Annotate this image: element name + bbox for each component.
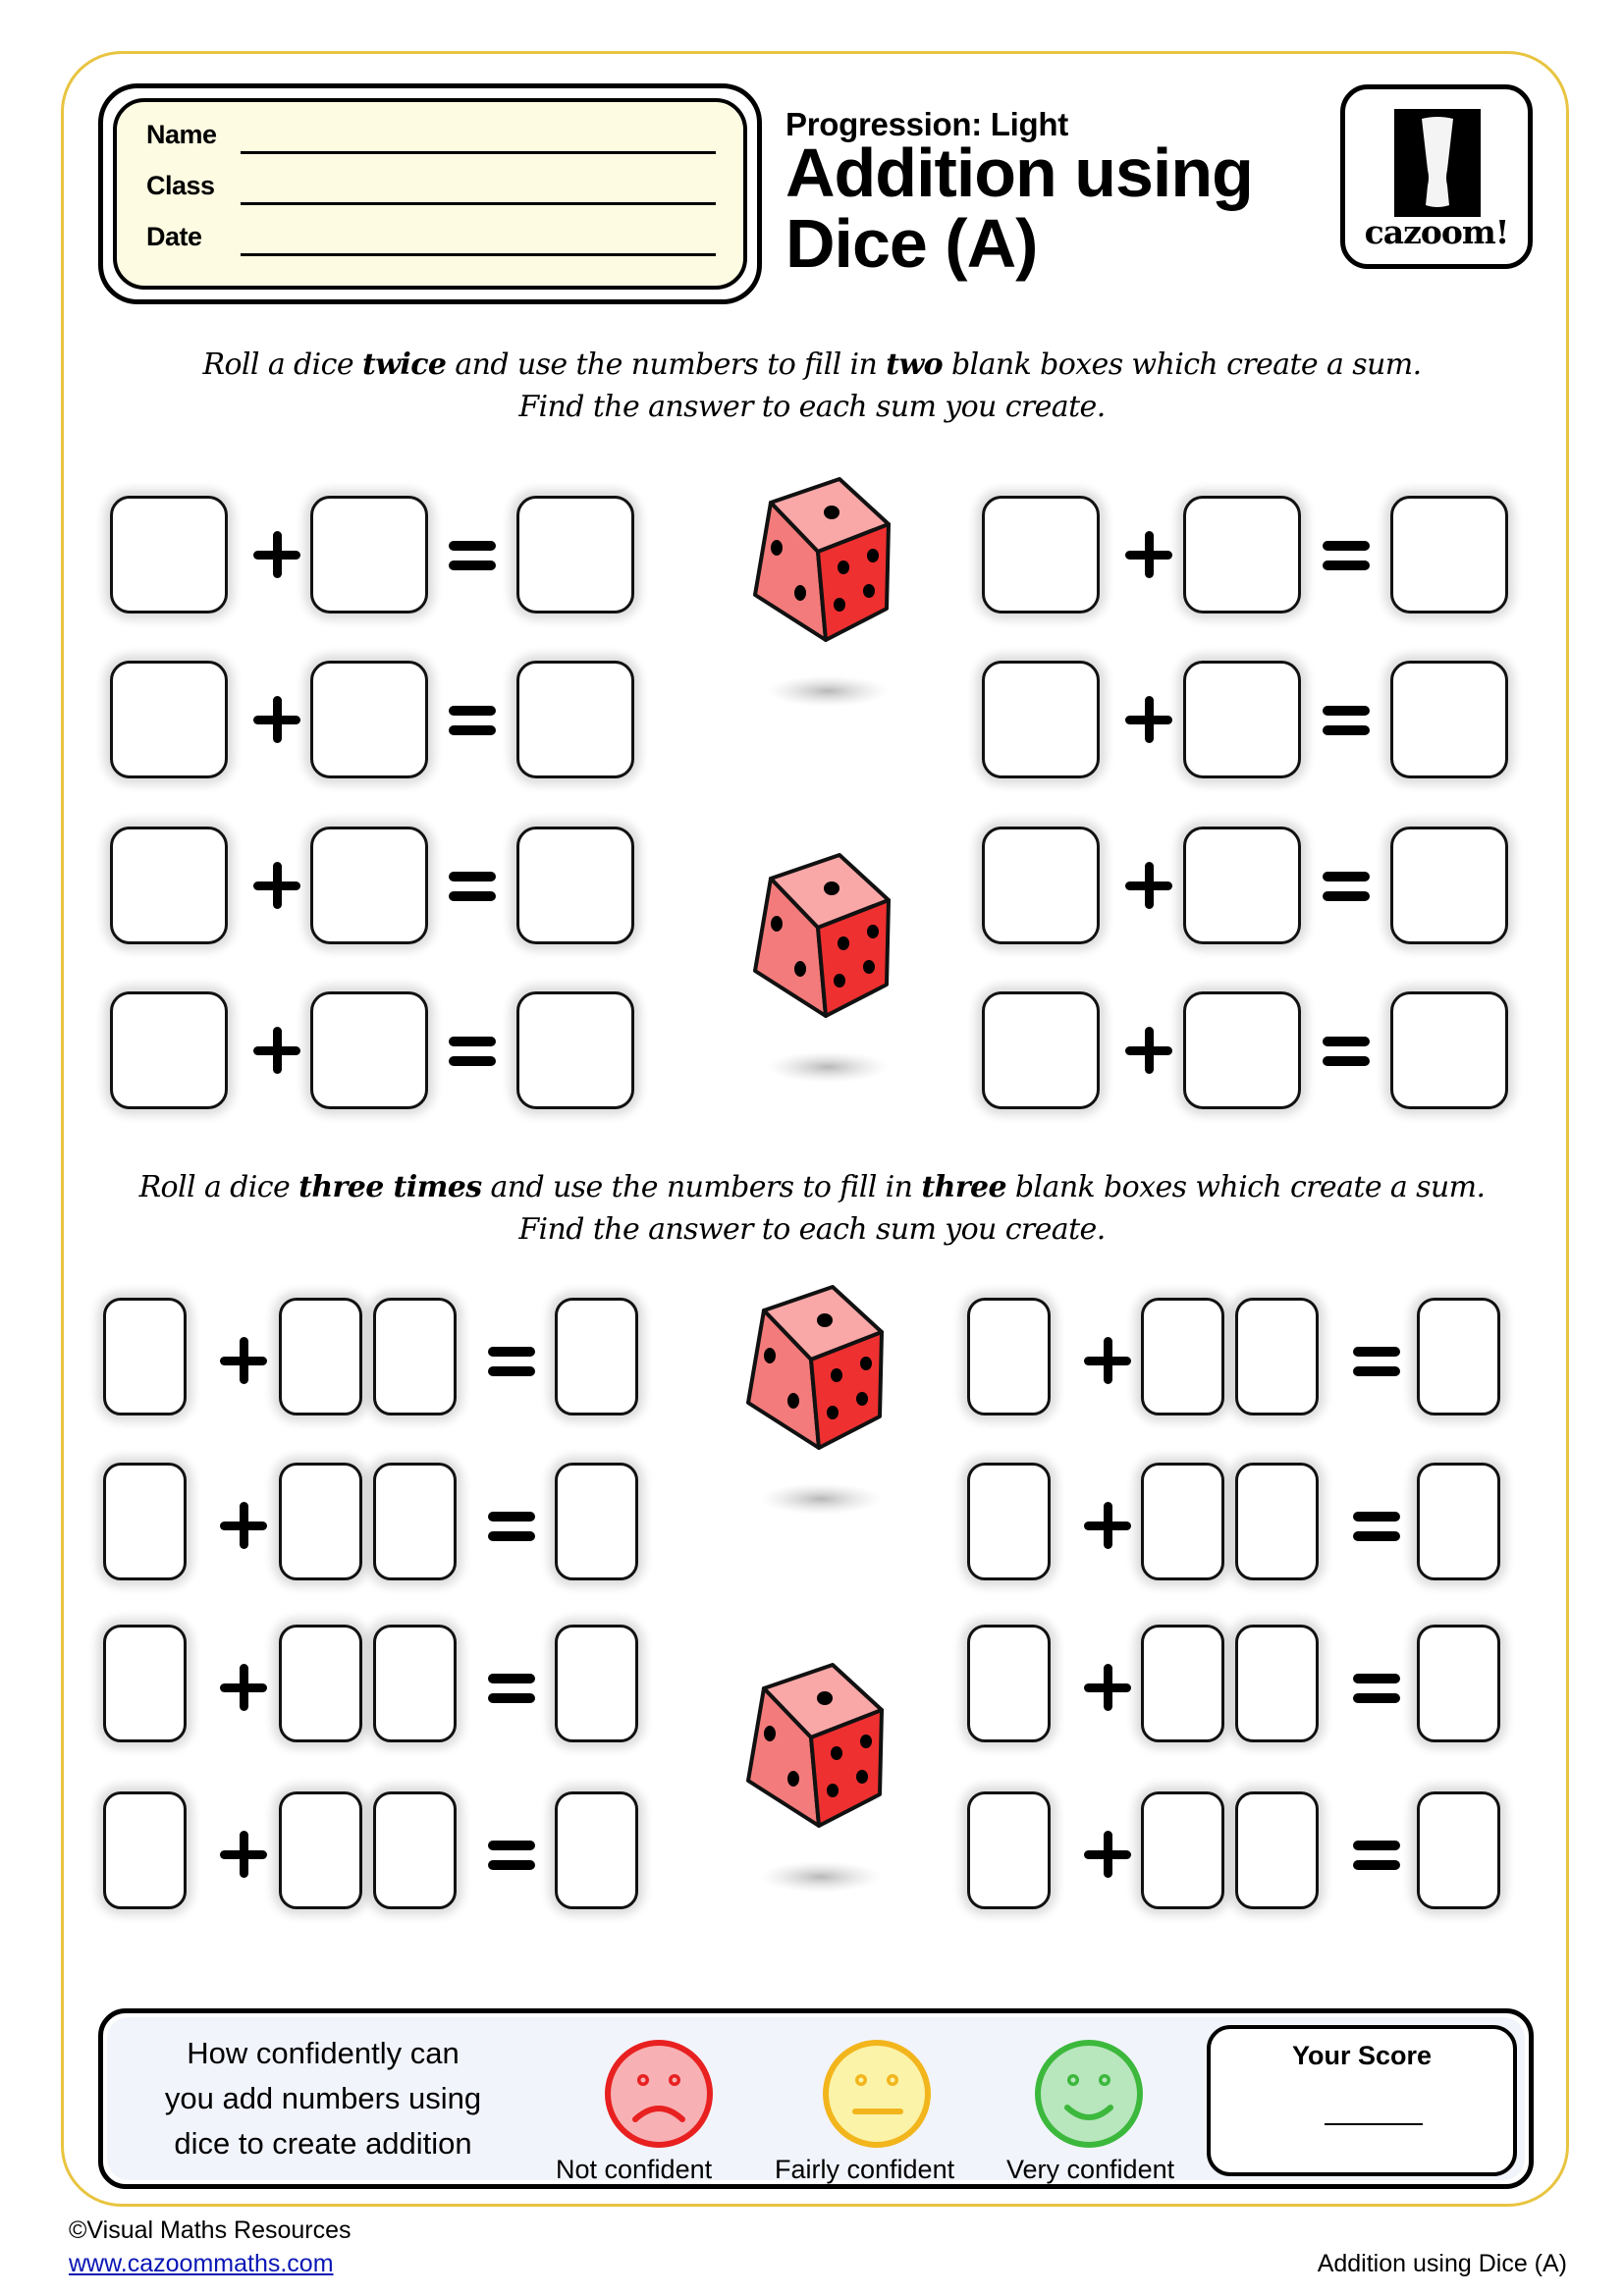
addend-box[interactable] (103, 1791, 187, 1909)
instr-text: blank boxes which create a sum. (943, 347, 1422, 382)
equals-sign (488, 1831, 535, 1878)
logo-text: cazoom! (1364, 213, 1509, 251)
score-line[interactable] (1325, 2123, 1423, 2125)
confidence-panel (98, 2008, 1534, 2189)
equals-sign (1353, 1664, 1400, 1711)
footer-copyright: ©Visual Maths Resources (69, 2216, 352, 2244)
cazoom-logo (1340, 84, 1533, 269)
instr-bold: three (921, 1170, 1006, 1204)
addend-box[interactable] (103, 1463, 187, 1580)
addend-box[interactable] (310, 991, 428, 1109)
dice-icon (734, 1281, 892, 1517)
student-info-inner (113, 98, 747, 290)
class-label: Class (146, 171, 215, 200)
question-line: you add numbers using (164, 2081, 482, 2115)
plus-sign (1084, 1337, 1131, 1384)
addend-box[interactable] (967, 1298, 1051, 1415)
equals-sign (1353, 1831, 1400, 1878)
addend-box[interactable] (110, 991, 228, 1109)
plus-sign (253, 862, 300, 909)
equals-sign (449, 862, 496, 909)
addend-box[interactable] (310, 496, 428, 614)
addend-box[interactable] (982, 991, 1100, 1109)
plus-sign (220, 1502, 267, 1549)
plus-sign (1084, 1502, 1131, 1549)
addend-ones-box[interactable] (373, 1298, 457, 1415)
addend-box[interactable] (103, 1298, 187, 1415)
instruction-line-2: Find the answer to each sum you create. (518, 1212, 1106, 1247)
dice-icon (741, 849, 898, 1085)
plus-sign (1125, 1027, 1172, 1074)
progression-label: Progression: Light (785, 106, 1068, 142)
title-line-1: Addition using (785, 134, 1253, 211)
addend-ones-box[interactable] (373, 1625, 457, 1742)
addend-box[interactable] (1183, 661, 1301, 778)
score-box[interactable] (1207, 2025, 1517, 2176)
addend-ones-box[interactable] (373, 1463, 457, 1580)
not-confident-label: Not confident (556, 2155, 713, 2184)
answer-box[interactable] (1417, 1625, 1500, 1742)
student-info-box (98, 83, 762, 304)
title-line-2: Dice (A) (785, 205, 1038, 282)
answer-box[interactable] (555, 1625, 638, 1742)
answer-box[interactable] (516, 496, 634, 614)
drum-icon (1418, 115, 1457, 211)
instr-text: Roll a dice (202, 347, 362, 382)
addend-box[interactable] (982, 661, 1100, 778)
answer-box[interactable] (1417, 1463, 1500, 1580)
addend-ones-box[interactable] (373, 1791, 457, 1909)
addend-box[interactable] (1183, 827, 1301, 944)
answer-box[interactable] (1390, 496, 1508, 614)
score-label: Your Score (1291, 2041, 1433, 2070)
neutral-face-icon[interactable] (822, 2039, 932, 2149)
logo-drum-panel (1394, 109, 1481, 217)
equals-sign (1353, 1337, 1400, 1384)
equals-sign (1323, 1027, 1370, 1074)
instruction-section-2 (0, 1166, 1624, 1251)
instr-bold: three times (298, 1170, 482, 1204)
instruction-line-2: Find the answer to each sum you create. (518, 390, 1106, 424)
addend-ones-box[interactable] (1235, 1625, 1319, 1742)
equals-sign (488, 1337, 535, 1384)
addend-tens-box[interactable] (279, 1463, 362, 1580)
dice-icon (734, 1659, 892, 1895)
question-line: How confidently can (187, 2036, 460, 2070)
equals-sign (1323, 531, 1370, 578)
sad-face-icon[interactable] (604, 2039, 714, 2149)
answer-box[interactable] (1417, 1298, 1500, 1415)
plus-sign (1084, 1831, 1131, 1878)
addend-tens-box[interactable] (279, 1298, 362, 1415)
equals-sign (1323, 696, 1370, 743)
addend-box[interactable] (1183, 496, 1301, 614)
fairly-confident-label: Fairly confident (775, 2155, 955, 2184)
equals-sign (488, 1664, 535, 1711)
equals-sign (1353, 1502, 1400, 1549)
happy-face-icon[interactable] (1034, 2039, 1144, 2149)
name-label: Name (146, 120, 217, 149)
addend-box[interactable] (103, 1625, 187, 1742)
date-line[interactable] (241, 253, 716, 256)
instr-text: blank boxes which create a sum. (1006, 1170, 1486, 1204)
very-confident-label: Very confident (1006, 2155, 1175, 2184)
instruction-section-1 (0, 344, 1624, 428)
plus-sign (220, 1664, 267, 1711)
addend-tens-box[interactable] (279, 1625, 362, 1742)
addend-box[interactable] (967, 1791, 1051, 1909)
plus-sign (1125, 531, 1172, 578)
addend-ones-box[interactable] (1235, 1463, 1319, 1580)
addend-box[interactable] (310, 827, 428, 944)
instr-text: and use the numbers to fill in (481, 1170, 922, 1204)
footer-doc-title: Addition using Dice (A) (1317, 2250, 1567, 2277)
class-line[interactable] (241, 202, 716, 205)
addend-tens-box[interactable] (1141, 1791, 1224, 1909)
addend-box[interactable] (982, 827, 1100, 944)
answer-box[interactable] (1417, 1791, 1500, 1909)
name-line[interactable] (241, 151, 716, 154)
equals-sign (449, 531, 496, 578)
page-title (785, 134, 1253, 282)
class-field[interactable] (146, 171, 716, 210)
plus-sign (253, 531, 300, 578)
addend-tens-box[interactable] (1141, 1298, 1224, 1415)
addend-tens-box[interactable] (279, 1791, 362, 1909)
instr-text: Roll a dice (138, 1170, 299, 1204)
date-field[interactable] (146, 222, 716, 261)
answer-box[interactable] (516, 991, 634, 1109)
answer-box[interactable] (1390, 661, 1508, 778)
plus-sign (220, 1337, 267, 1384)
dice-icon (741, 473, 898, 709)
equals-sign (449, 1027, 496, 1074)
footer-link[interactable]: www.cazoommaths.com (69, 2250, 334, 2277)
answer-box[interactable] (555, 1298, 638, 1415)
addend-tens-box[interactable] (1141, 1463, 1224, 1580)
answer-box[interactable] (1390, 991, 1508, 1109)
instr-bold: two (886, 347, 944, 382)
plus-sign (220, 1831, 267, 1878)
instruction-line-1 (0, 344, 1624, 386)
equals-sign (449, 696, 496, 743)
instr-bold: twice (361, 347, 447, 382)
plus-sign (1125, 696, 1172, 743)
equals-sign (1323, 862, 1370, 909)
name-field[interactable] (146, 120, 716, 159)
addend-tens-box[interactable] (1141, 1625, 1224, 1742)
instr-text: and use the numbers to fill in (446, 347, 887, 382)
addend-box[interactable] (110, 827, 228, 944)
addend-box[interactable] (967, 1463, 1051, 1580)
addend-box[interactable] (1183, 991, 1301, 1109)
addend-box[interactable] (310, 661, 428, 778)
addend-box[interactable] (967, 1625, 1051, 1742)
addend-box[interactable] (110, 661, 228, 778)
question-line: dice to create addition (174, 2126, 472, 2161)
footer-link-wrap (69, 2250, 334, 2278)
answer-box[interactable] (1390, 827, 1508, 944)
date-label: Date (146, 222, 202, 251)
answer-box[interactable] (555, 1463, 638, 1580)
addend-box[interactable] (110, 496, 228, 614)
plus-sign (253, 696, 300, 743)
addend-ones-box[interactable] (1235, 1298, 1319, 1415)
plus-sign (253, 1027, 300, 1074)
plus-sign (1084, 1664, 1131, 1711)
answer-box[interactable] (516, 827, 634, 944)
addend-box[interactable] (982, 496, 1100, 614)
equals-sign (488, 1502, 535, 1549)
instruction-line-1 (0, 1166, 1624, 1208)
confidence-panel-inner (107, 2017, 1525, 2184)
plus-sign (1125, 862, 1172, 909)
answer-box[interactable] (555, 1791, 638, 1909)
confidence-question (117, 2031, 529, 2166)
answer-box[interactable] (516, 661, 634, 778)
addend-ones-box[interactable] (1235, 1791, 1319, 1909)
